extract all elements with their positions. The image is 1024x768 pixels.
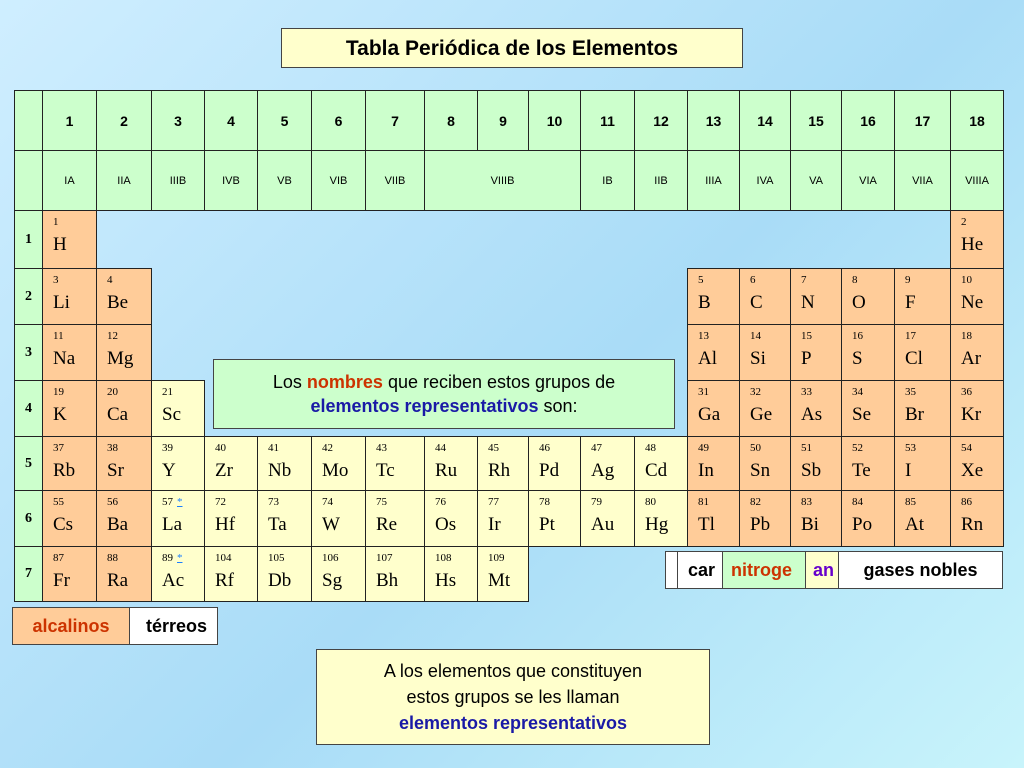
- element-symbol: Li: [53, 292, 70, 313]
- atomic-number: 32: [750, 386, 761, 398]
- atomic-number: 43: [376, 442, 387, 454]
- element-symbol: Br: [905, 404, 924, 425]
- element-symbol: Pt: [539, 514, 555, 535]
- element-symbol: Na: [53, 348, 76, 369]
- group-header: 12: [634, 90, 688, 151]
- subgroup-header: IVA: [739, 150, 791, 211]
- element-cell: [687, 324, 740, 381]
- element-symbol: S: [852, 348, 863, 369]
- element-cell: [204, 436, 258, 491]
- element-cell: [950, 324, 1004, 381]
- element-symbol: Ar: [961, 348, 982, 369]
- atomic-number: 16: [852, 330, 863, 342]
- element-symbol: C: [750, 292, 763, 313]
- element-cell: [950, 380, 1004, 437]
- callout-bold: elementos representativos: [310, 396, 539, 416]
- element-cell: [894, 380, 951, 437]
- atomic-number: 82: [750, 496, 761, 508]
- callout-rest: son:: [538, 396, 578, 416]
- element-symbol: Mg: [107, 348, 134, 369]
- atomic-number: 81: [698, 496, 709, 508]
- atomic-number: 6: [750, 274, 756, 286]
- subgroup-header: VA: [790, 150, 842, 211]
- element-cell: [634, 436, 688, 491]
- atomic-number: 4: [107, 274, 113, 286]
- element-symbol: Ne: [961, 292, 984, 313]
- element-cell: [365, 490, 425, 547]
- period-label: 6: [14, 490, 43, 547]
- atomic-number: 33: [801, 386, 812, 398]
- element-symbol: Tc: [376, 460, 395, 481]
- element-symbol: Bi: [801, 514, 819, 535]
- element-symbol: Sb: [801, 460, 822, 481]
- header-corner: [14, 90, 43, 151]
- element-symbol: Sc: [162, 404, 181, 425]
- element-symbol: Sg: [322, 570, 343, 591]
- element-cell: [894, 268, 951, 325]
- element-symbol: H: [53, 234, 67, 255]
- atomic-number: 75: [376, 496, 387, 508]
- element-cell: [841, 268, 895, 325]
- summary-line1: A los elementos que constituyen: [383, 661, 643, 681]
- atomic-number: 48: [645, 442, 656, 454]
- element-cell: [96, 380, 152, 437]
- element-cell: [311, 490, 366, 547]
- element-cell: [151, 490, 205, 547]
- element-cell: [687, 380, 740, 437]
- group-header: 11: [580, 90, 635, 151]
- element-cell: [42, 490, 97, 547]
- summary-line2: estos grupos se les llaman: [406, 687, 620, 707]
- element-symbol: Fr: [53, 570, 70, 591]
- element-symbol: Te: [852, 460, 871, 481]
- element-cell: [424, 546, 478, 602]
- element-symbol: Ta: [268, 514, 287, 535]
- atomic-number: 21: [162, 386, 173, 398]
- element-symbol: As: [801, 404, 823, 425]
- subgroup-header: VIIIB: [424, 150, 581, 211]
- atomic-number: 74: [322, 496, 333, 508]
- element-cell: [477, 490, 529, 547]
- group-header: 2: [96, 90, 152, 151]
- element-symbol: Se: [852, 404, 871, 425]
- element-cell: [528, 436, 581, 491]
- element-symbol: Ra: [107, 570, 129, 591]
- atomic-number: 56: [107, 496, 118, 508]
- element-cell: [687, 436, 740, 491]
- atomic-number: 9: [905, 274, 911, 286]
- element-symbol: I: [905, 460, 912, 481]
- element-cell: [96, 324, 152, 381]
- group-header: 16: [841, 90, 895, 151]
- footnote-link[interactable]: *: [177, 496, 183, 508]
- atomic-number: 50: [750, 442, 761, 454]
- group-header: 9: [477, 90, 529, 151]
- atomic-number: 1: [53, 216, 59, 228]
- atomic-number: 55: [53, 496, 64, 508]
- atomic-number: 10: [961, 274, 972, 286]
- atomic-number: 36: [961, 386, 972, 398]
- element-symbol: Si: [750, 348, 766, 369]
- element-symbol: Ir: [488, 514, 501, 535]
- element-cell: [42, 210, 97, 269]
- period-label: 1: [14, 210, 43, 269]
- atomic-number: 17: [905, 330, 916, 342]
- atomic-number: 86: [961, 496, 972, 508]
- subgroup-header: VIA: [841, 150, 895, 211]
- atomic-number: 78: [539, 496, 550, 508]
- element-cell: [790, 380, 842, 437]
- atomic-number: 104: [215, 552, 232, 564]
- group-header: 1: [42, 90, 97, 151]
- element-cell: [950, 268, 1004, 325]
- element-cell: [739, 324, 791, 381]
- subheader-corner: [14, 150, 43, 211]
- atomic-number: 15: [801, 330, 812, 342]
- element-symbol: B: [698, 292, 711, 313]
- element-cell: [96, 268, 152, 325]
- element-symbol: Rh: [488, 460, 511, 481]
- group-header: 18: [950, 90, 1004, 151]
- atomic-number: 8: [852, 274, 858, 286]
- element-cell: [739, 490, 791, 547]
- element-symbol: Cd: [645, 460, 668, 481]
- element-cell: [841, 380, 895, 437]
- element-cell: [151, 546, 205, 602]
- element-cell: [42, 546, 97, 602]
- atomic-number: 49: [698, 442, 709, 454]
- element-cell: [739, 380, 791, 437]
- element-symbol: Db: [268, 570, 292, 591]
- element-symbol: Mt: [488, 570, 511, 591]
- atomic-number: 87: [53, 552, 64, 564]
- subgroup-header: IIB: [634, 150, 688, 211]
- element-symbol: Pd: [539, 460, 560, 481]
- atomic-number: 51: [801, 442, 812, 454]
- element-symbol: Cl: [905, 348, 923, 369]
- atomic-number: 89 *: [162, 552, 183, 564]
- atomic-number: 88: [107, 552, 118, 564]
- element-symbol: P: [801, 348, 812, 369]
- element-symbol: Re: [376, 514, 398, 535]
- element-symbol: Ag: [591, 460, 615, 481]
- subgroup-header: IB: [580, 150, 635, 211]
- element-cell: [790, 324, 842, 381]
- element-cell: [739, 268, 791, 325]
- element-symbol: Hg: [645, 514, 669, 535]
- element-cell: [424, 436, 478, 491]
- atomic-number: 46: [539, 442, 550, 454]
- element-cell: [687, 268, 740, 325]
- atomic-number: 54: [961, 442, 972, 454]
- subgroup-header: VIIA: [894, 150, 951, 211]
- element-symbol: Sr: [107, 460, 124, 481]
- element-symbol: He: [961, 234, 984, 255]
- group-header: 15: [790, 90, 842, 151]
- element-symbol: Ba: [107, 514, 129, 535]
- atomic-number: 42: [322, 442, 333, 454]
- element-cell: [311, 436, 366, 491]
- element-symbol: Xe: [961, 460, 984, 481]
- element-symbol: Hs: [435, 570, 457, 591]
- element-symbol: Cs: [53, 514, 74, 535]
- element-symbol: Rb: [53, 460, 76, 481]
- element-symbol: F: [905, 292, 916, 313]
- atomic-number: 84: [852, 496, 863, 508]
- element-cell: [528, 490, 581, 547]
- element-symbol: Be: [107, 292, 129, 313]
- element-cell: [365, 546, 425, 602]
- group-header: 17: [894, 90, 951, 151]
- element-cell: [894, 436, 951, 491]
- atomic-number: 83: [801, 496, 812, 508]
- atomic-number: 20: [107, 386, 118, 398]
- period-label: 5: [14, 436, 43, 491]
- element-cell: [477, 546, 529, 602]
- atomic-number: 40: [215, 442, 226, 454]
- subgroup-header: IIA: [96, 150, 152, 211]
- atomic-number: 80: [645, 496, 656, 508]
- element-cell: [790, 268, 842, 325]
- period-label: 2: [14, 268, 43, 325]
- period-label: 7: [14, 546, 43, 602]
- label-carbonoideos: car: [677, 551, 797, 589]
- label-anfigenos: an: [805, 551, 865, 589]
- subgroup-header: VIIIA: [950, 150, 1004, 211]
- group-header: 7: [365, 90, 425, 151]
- element-cell: [257, 546, 312, 602]
- element-cell: [634, 490, 688, 547]
- element-symbol: Al: [698, 348, 717, 369]
- element-symbol: Rf: [215, 570, 234, 591]
- element-cell: [477, 436, 529, 491]
- element-cell: [687, 490, 740, 547]
- group-header: 14: [739, 90, 791, 151]
- atomic-number: 13: [698, 330, 709, 342]
- element-cell: [950, 490, 1004, 547]
- atomic-number: 72: [215, 496, 226, 508]
- label-gases-nobles: gases nobles: [838, 551, 1003, 589]
- atomic-number: 109: [488, 552, 505, 564]
- element-cell: [311, 546, 366, 602]
- element-symbol: Po: [852, 514, 873, 535]
- summary-box: [316, 649, 710, 745]
- atomic-number: 47: [591, 442, 602, 454]
- atomic-number: 106: [322, 552, 339, 564]
- element-symbol: Ac: [162, 570, 185, 591]
- element-cell: [257, 490, 312, 547]
- atomic-number: 105: [268, 552, 285, 564]
- subgroup-header: VB: [257, 150, 312, 211]
- atomic-number: 79: [591, 496, 602, 508]
- element-symbol: La: [162, 514, 183, 535]
- element-symbol: Nb: [268, 460, 292, 481]
- element-cell: [257, 436, 312, 491]
- element-cell: [42, 268, 97, 325]
- group-header: 4: [204, 90, 258, 151]
- atomic-number: 34: [852, 386, 863, 398]
- element-symbol: K: [53, 404, 67, 425]
- atomic-number: 38: [107, 442, 118, 454]
- element-symbol: Rn: [961, 514, 984, 535]
- element-cell: [204, 546, 258, 602]
- atomic-number: 14: [750, 330, 761, 342]
- atomic-number: 85: [905, 496, 916, 508]
- element-cell: [151, 380, 205, 437]
- element-symbol: At: [905, 514, 924, 535]
- element-cell: [790, 490, 842, 547]
- element-cell: [739, 436, 791, 491]
- element-cell: [151, 436, 205, 491]
- callout-highlight: nombres: [306, 372, 383, 392]
- callout-prefix: Los: [272, 372, 307, 392]
- group-header: 13: [687, 90, 740, 151]
- element-cell: [42, 436, 97, 491]
- atomic-number: 2: [961, 216, 967, 228]
- element-cell: [580, 436, 635, 491]
- group-header: 6: [311, 90, 366, 151]
- subgroup-header: VIIB: [365, 150, 425, 211]
- element-symbol: Y: [162, 460, 176, 481]
- atomic-number: 35: [905, 386, 916, 398]
- element-symbol: W: [322, 514, 340, 535]
- element-cell: [894, 490, 951, 547]
- element-cell: [96, 436, 152, 491]
- element-symbol: N: [801, 292, 815, 313]
- element-cell: [365, 436, 425, 491]
- callout-middle: que reciben estos grupos de: [382, 372, 616, 392]
- element-symbol: Hf: [215, 514, 236, 535]
- atomic-number: 11: [53, 330, 64, 342]
- element-symbol: Au: [591, 514, 615, 535]
- atomic-number: 77: [488, 496, 499, 508]
- atomic-number: 18: [961, 330, 972, 342]
- atomic-number: 12: [107, 330, 118, 342]
- atomic-number: 57 *: [162, 496, 183, 508]
- element-symbol: Ru: [435, 460, 458, 481]
- label-alcalinos: alcalinos: [12, 607, 130, 645]
- group-header: 5: [257, 90, 312, 151]
- element-cell: [580, 490, 635, 547]
- element-symbol: Tl: [698, 514, 715, 535]
- atomic-number: 76: [435, 496, 446, 508]
- period-label: 3: [14, 324, 43, 381]
- atomic-number: 52: [852, 442, 863, 454]
- element-cell: [96, 490, 152, 547]
- element-symbol: Pb: [750, 514, 771, 535]
- element-cell: [950, 436, 1004, 491]
- element-cell: [841, 324, 895, 381]
- subgroup-header: IIIA: [687, 150, 740, 211]
- atomic-number: 31: [698, 386, 709, 398]
- period-label: 4: [14, 380, 43, 437]
- atomic-number: 107: [376, 552, 393, 564]
- atomic-number: 5: [698, 274, 704, 286]
- atomic-number: 73: [268, 496, 279, 508]
- element-symbol: Ga: [698, 404, 721, 425]
- element-cell: [204, 490, 258, 547]
- atomic-number: 41: [268, 442, 279, 454]
- element-symbol: Ca: [107, 404, 129, 425]
- atomic-number: 37: [53, 442, 64, 454]
- page-title: Tabla Periódica de los Elementos: [281, 28, 743, 68]
- element-symbol: Os: [435, 514, 457, 535]
- subgroup-header: IIIB: [151, 150, 205, 211]
- group-header: 3: [151, 90, 205, 151]
- subgroup-header: IA: [42, 150, 97, 211]
- element-symbol: Zr: [215, 460, 233, 481]
- element-symbol: Ge: [750, 404, 773, 425]
- subgroup-header: IVB: [204, 150, 258, 211]
- element-symbol: O: [852, 292, 866, 313]
- atomic-number: 3: [53, 274, 59, 286]
- element-symbol: Mo: [322, 460, 349, 481]
- element-symbol: Bh: [376, 570, 399, 591]
- element-symbol: Kr: [961, 404, 982, 425]
- atomic-number: 45: [488, 442, 499, 454]
- element-symbol: In: [698, 460, 714, 481]
- atomic-number: 7: [801, 274, 807, 286]
- label-nitrogenoideos: nitroge: [722, 551, 832, 589]
- group-header: 8: [424, 90, 478, 151]
- element-cell: [841, 490, 895, 547]
- label-terreos: térreos: [40, 607, 218, 645]
- element-symbol: Sn: [750, 460, 771, 481]
- footnote-link[interactable]: *: [177, 552, 183, 564]
- element-cell: [424, 490, 478, 547]
- element-cell: [841, 436, 895, 491]
- atomic-number: 108: [435, 552, 452, 564]
- subgroup-header: VIB: [311, 150, 366, 211]
- callout-box: [213, 359, 675, 429]
- element-cell: [42, 380, 97, 437]
- element-cell: [950, 210, 1004, 269]
- atomic-number: 53: [905, 442, 916, 454]
- atomic-number: 19: [53, 386, 64, 398]
- element-cell: [894, 324, 951, 381]
- atomic-number: 39: [162, 442, 173, 454]
- group-header: 10: [528, 90, 581, 151]
- atomic-number: 44: [435, 442, 446, 454]
- element-cell: [42, 324, 97, 381]
- element-cell: [790, 436, 842, 491]
- summary-line3: elementos representativos: [398, 713, 628, 733]
- element-cell: [96, 546, 152, 602]
